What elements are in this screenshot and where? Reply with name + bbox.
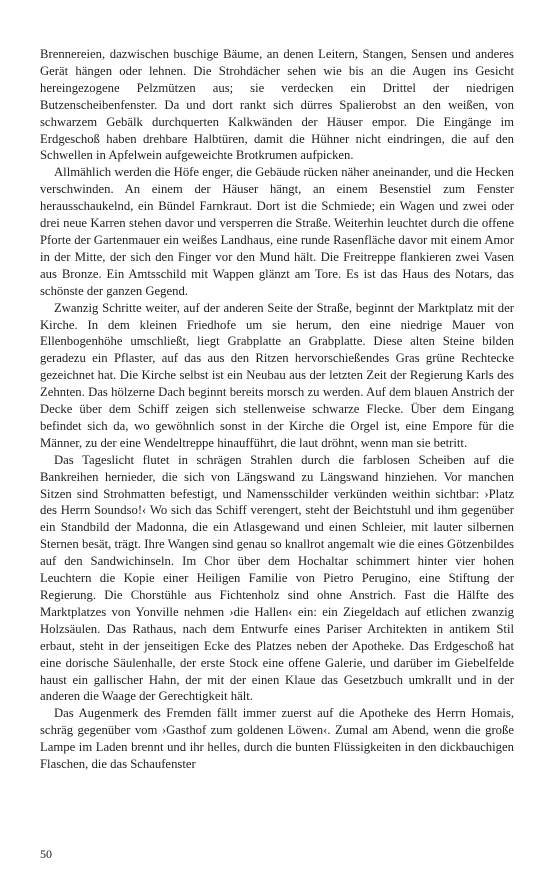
paragraph-4: Das Tageslicht flutet in schrägen Strahlen durch die farblosen Scheiben auf die Bankreihen hernieder, die sich von Längswand zu Längswand hinziehen. Vor manchen Sitzen sind Strohmatten befestigt, und Namensschilder verkünden weithin sichtbar: ›Platz des Herrn Soundso!‹ Wo sich das Schiff verengert, steht der Beichtstuhl und ihm gegenüber ein Standbild der Madonna, die ein Atlasgewand und einen Schleier, mit lauter silbernen Sternen besät, trägt. Ihre Wangen sind genau so knallrot angemalt wie die eines Götzenbildes auf den Sandwichinseln. Im Chor über dem Hochaltar schimmert hinter vier hohen Leuchtern die Kopie einer Heiligen Familie von Pietro Perugino, eine Stiftung der Regierung. Die Chorstühle aus Fichtenholz sind ohne Anstrich. Fast die Hälfte des Marktplatzes von Yonville nehmen ›die Hallen‹ ein: ein Ziegeldach auf etlichen zwanzig Holzsäulen. Das Rathaus, nach dem Entwurfe eines Pariser Architekten in antikem Stil erbaut, steht in der jenseitigen Ecke des Platzes neben der Apotheke. Das Erdgeschoß hat eine dorische Säulenhalle, der erste Stock eine offene Galerie, und darüber im Giebelfelde haust ein gallischer Hahn, der mit der einen Klaue das Gesetzbuch umkrallt und in der anderen die Waage der Gerechtigkeit hält.: [40, 452, 514, 704]
page-number: 50: [40, 847, 52, 861]
paragraph-2: Allmählich werden die Höfe enger, die Gebäude rücken näher aneinander, und die Hecken verschwinden. An einem der Häuser hängt, an einem Besenstiel zum Fenster herausschaukelnd, ein Bündel Farnkraut. Dort ist die Schmiede; ein Wagen und zwei oder drei neue Karren stehen davor und versperren die Straße. Weiterhin leuchtet durch die offene Pforte der Gartenmauer ein weißes Landhaus, eine runde Rasenfläche davor mit einem Amor in der Mitte, der sich den Finger vor den Mund hält. Die Freitreppe flankieren zwei Vasen aus Bronze. Ein Amtsschild mit Wappen glänzt am Tore. Es ist das Haus des Notars, das schönste der ganzen Gegend.: [40, 165, 514, 298]
paragraph-3: Zwanzig Schritte weiter, auf der anderen Seite der Straße, beginnt der Marktplatz mit der Kirche. In dem kleinen Friedhofe um sie herum, den eine niedrige Mauer von Ellenbogenhöhe umschließt, liegt Grabplatte an Grabplatte. Diese alten Steine bilden geradezu ein Pflaster, auf das aus den Ritzen hervorschießendes Gras grüne Rechtecke gezeichnet hat. Die Kirche selbst ist ein Neubau aus der letzten Zeit der Regierung Karls des Zehnten. Das hölzerne Dach beginnt bereits morsch zu werden. Auf dem blauen Anstrich der Decke über dem Schiff zeigen sich stellenweise schwarze Flecke. Über dem Eingang befindet sich da, wo gewöhnlich sonst in der Kirche die Orgel ist, eine Empore für die Männer, zu der eine Wendeltreppe hinaufführt, die laut dröhnt, wenn man sie betritt.: [40, 300, 514, 450]
paragraph-1: Brennereien, dazwischen buschige Bäume, an denen Leitern, Stangen, Sensen und anderes Gerät hängen oder lehnen. Die Strohdächer sehen wie bis an die Augen ins Gesicht hereingezogene Pelzmützen aus; sie verdecken ein Drittel der niedrigen Butzenscheibenfenster. Da und dort rankt sich dürres Spalierobst an den weißen, von schwarzem Gebälk durchquerten Kalkwänden der Häuser empor. Die Eingänge im Erdgeschoß haben drehbare Halbtüren, damit die Hühner nicht eindringen, die auf den Schwellen in Apfelwein aufgeweichte Brotkrumen aufpicken.: [40, 47, 514, 163]
book-page-text: [40, 46, 514, 773]
paragraph-5: Das Augenmerk des Fremden fällt immer zuerst auf die Apotheke des Herrn Homais, schräg gegenüber vom ›Gasthof zum goldenen Löwen‹. Zumal am Abend, wenn die große Lampe im Laden brennt und ihr helles, durch die bunten Flüssigkeiten in den dickbauchigen Flaschen, die das Schaufenster: [40, 706, 514, 772]
